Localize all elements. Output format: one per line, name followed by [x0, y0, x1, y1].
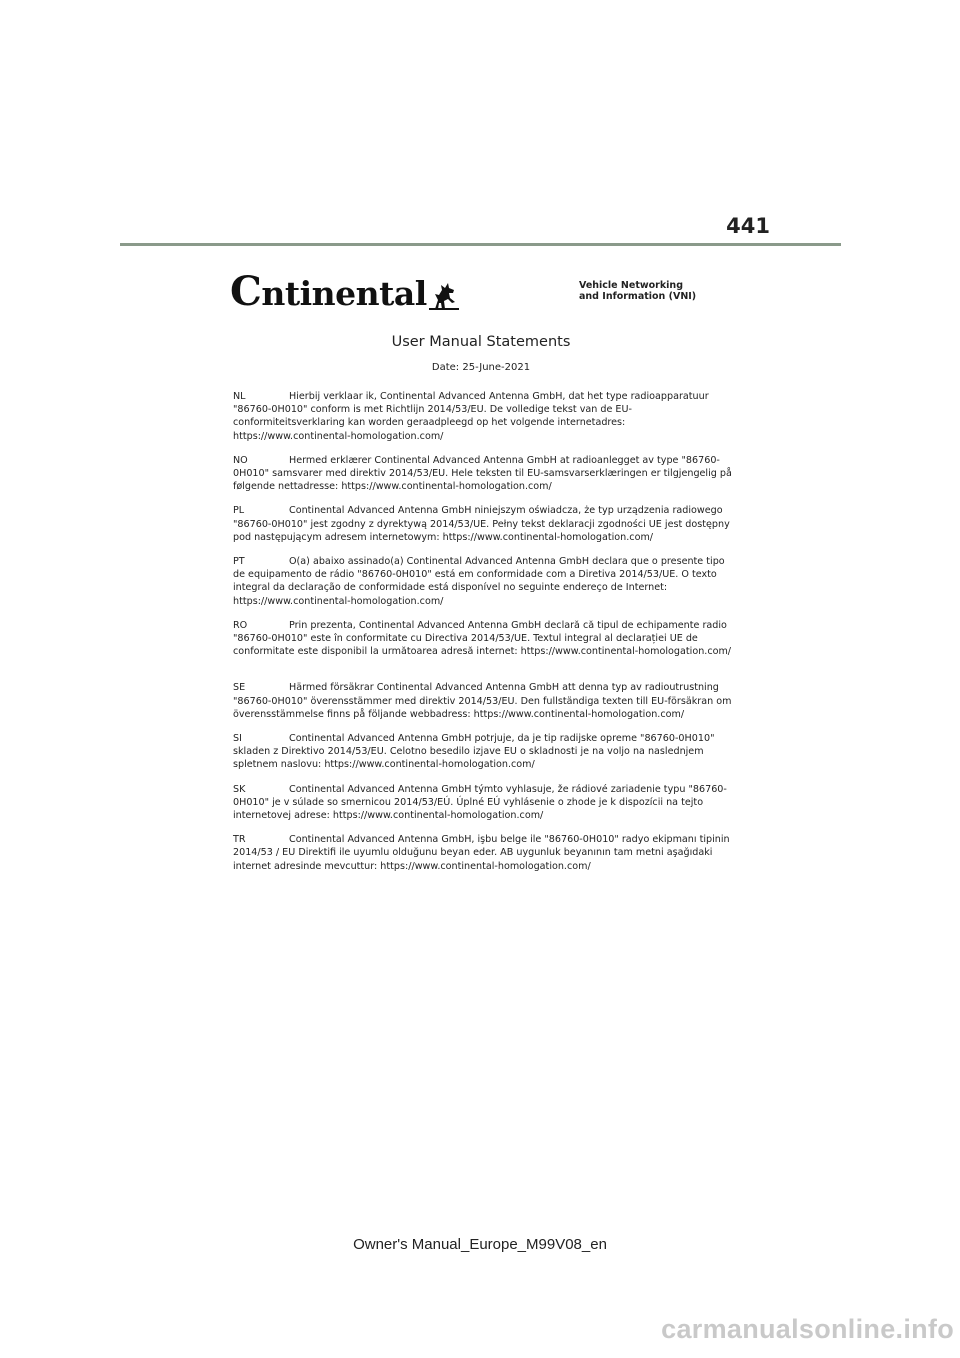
language-code: NO — [233, 454, 248, 466]
statement-text: Continental Advanced Antenna GmbH týmto vyhlasuje, že rádiové zariadenie typu "86760-0H010" je v súlade so smernicou 2014/53/EÚ. Úplné EÚ vyhlásenie o zhode je k dispozícii na tejto internetovej adrese: https://www.continental-homologation.com/ — [233, 783, 727, 822]
statement-text: Prin prezenta, Continental Advanced Antenna GmbH declară că tipul de echipamente radio "86760-0H010" este în conformitate cu Directiva 2014/53/UE. Textul integral al declarației UE de conformitate este disponibil la următoarea adresă internet: https://www.continental-homologation.com/ — [233, 619, 732, 658]
language-code: SI — [233, 733, 242, 745]
continental-logo — [230, 268, 459, 315]
statement-ro — [233, 619, 733, 659]
statement-se — [233, 681, 733, 721]
language-code: SE — [233, 682, 246, 694]
statement-pt — [233, 555, 733, 608]
statement-pl — [233, 504, 733, 544]
header-rule — [120, 243, 841, 246]
language-code: TR — [233, 834, 246, 846]
division-name — [579, 280, 696, 302]
division-line-1: Vehicle Networking — [579, 280, 683, 291]
statement-text: Continental Advanced Antenna GmbH niniejszym oświadcza, że typ urządzenia radiowego "86760-0H010" jest zgodny z dyrektywą 2014/53/UE. Pełny tekst deklaracji zgodności UE jest dostępny pod następującym adresem internetowym: https://www.continental-homologation.com/ — [233, 505, 730, 543]
watermark: carmanualsonline.info — [661, 1314, 954, 1344]
statement-text: Continental Advanced Antenna GmbH, işbu belge ile "86760-0H010" radyo ekipmanı tipinin 2014/53 / EU Direktifi ile uyumlu olduğunu beyan eder. AB uygunluk beyanının tam metni aşağıdaki internet adresinde mevcuttur: https://www.continental-homologation.com/ — [233, 834, 730, 872]
horse-icon — [429, 282, 459, 310]
language-code: RO — [233, 619, 248, 631]
language-code: SK — [233, 783, 246, 795]
division-line-2: and Information (VNI) — [579, 291, 697, 302]
statement-sk — [233, 783, 733, 823]
statement-text: Continental Advanced Antenna GmbH potrjuje, da je tip radijske opreme "86760-0H010" skladen z Direktivo 2014/53/EU. Celotno besedilo izjave EU o skladnosti je na voljo na naslednjem spletnem naslovu: https://www.continental-homologation.com/ — [233, 733, 715, 771]
statements-list — [233, 390, 733, 884]
statement-no — [233, 454, 733, 494]
statement-text: O(a) abaixo assinado(a) Continental Advanced Antenna GmbH declara que o presente tipo de equipamento de rádio "86760-0H010" está em conformidade com a Diretiva 2014/53/UE. O texto integral da declaração de conformidade está disponível no seguinte endereço de Internet: https://www.continental-homologation.com/ — [233, 556, 725, 607]
language-code: PL — [233, 505, 245, 517]
manual-footer: Owner's Manual_Europe_M99V08_en — [353, 1236, 607, 1253]
language-code: NL — [233, 391, 246, 402]
statement-nl — [233, 390, 733, 443]
document-title: User Manual Statements — [391, 334, 571, 350]
statement-si — [233, 732, 733, 772]
language-code: PT — [233, 556, 245, 568]
statement-tr — [233, 833, 733, 873]
logo-wordmark: Cntinental — [230, 268, 427, 315]
statement-text: Hermed erklærer Continental Advanced Antenna GmbH at radioanlegget av type "86760-0H010" samsvarer med direktiv 2014/53/EU. Hele teksten til EU-samsvarserklæringen er tilgjengelig på følgende nettadresse: https://www.continental-homologation.com/ — [233, 454, 732, 493]
statement-text: Härmed försäkrar Continental Advanced Antenna GmbH att denna typ av radioutrustning "86760-0H010" överensstämmer med direktiv 2014/53/EU. Den fullständiga texten till EU-försäkran om överensstämmelse finns på följande webbadress: https://www.continental-homologation.com/ — [233, 682, 732, 720]
page-number: 441 — [726, 214, 770, 238]
statement-text: Hierbij verklaar ik, Continental Advanced Antenna GmbH, dat het type radioapparatuur "86760-0H010" conform is met Richtlijn 2014/53/EU. De volledige tekst van de EU-conformiteitsverklaring kan worden geraadpleegd op het volgende internetadres: https://www.continental-homologation.com/ — [233, 391, 709, 442]
document-date: Date: 25-June-2021 — [431, 362, 531, 373]
